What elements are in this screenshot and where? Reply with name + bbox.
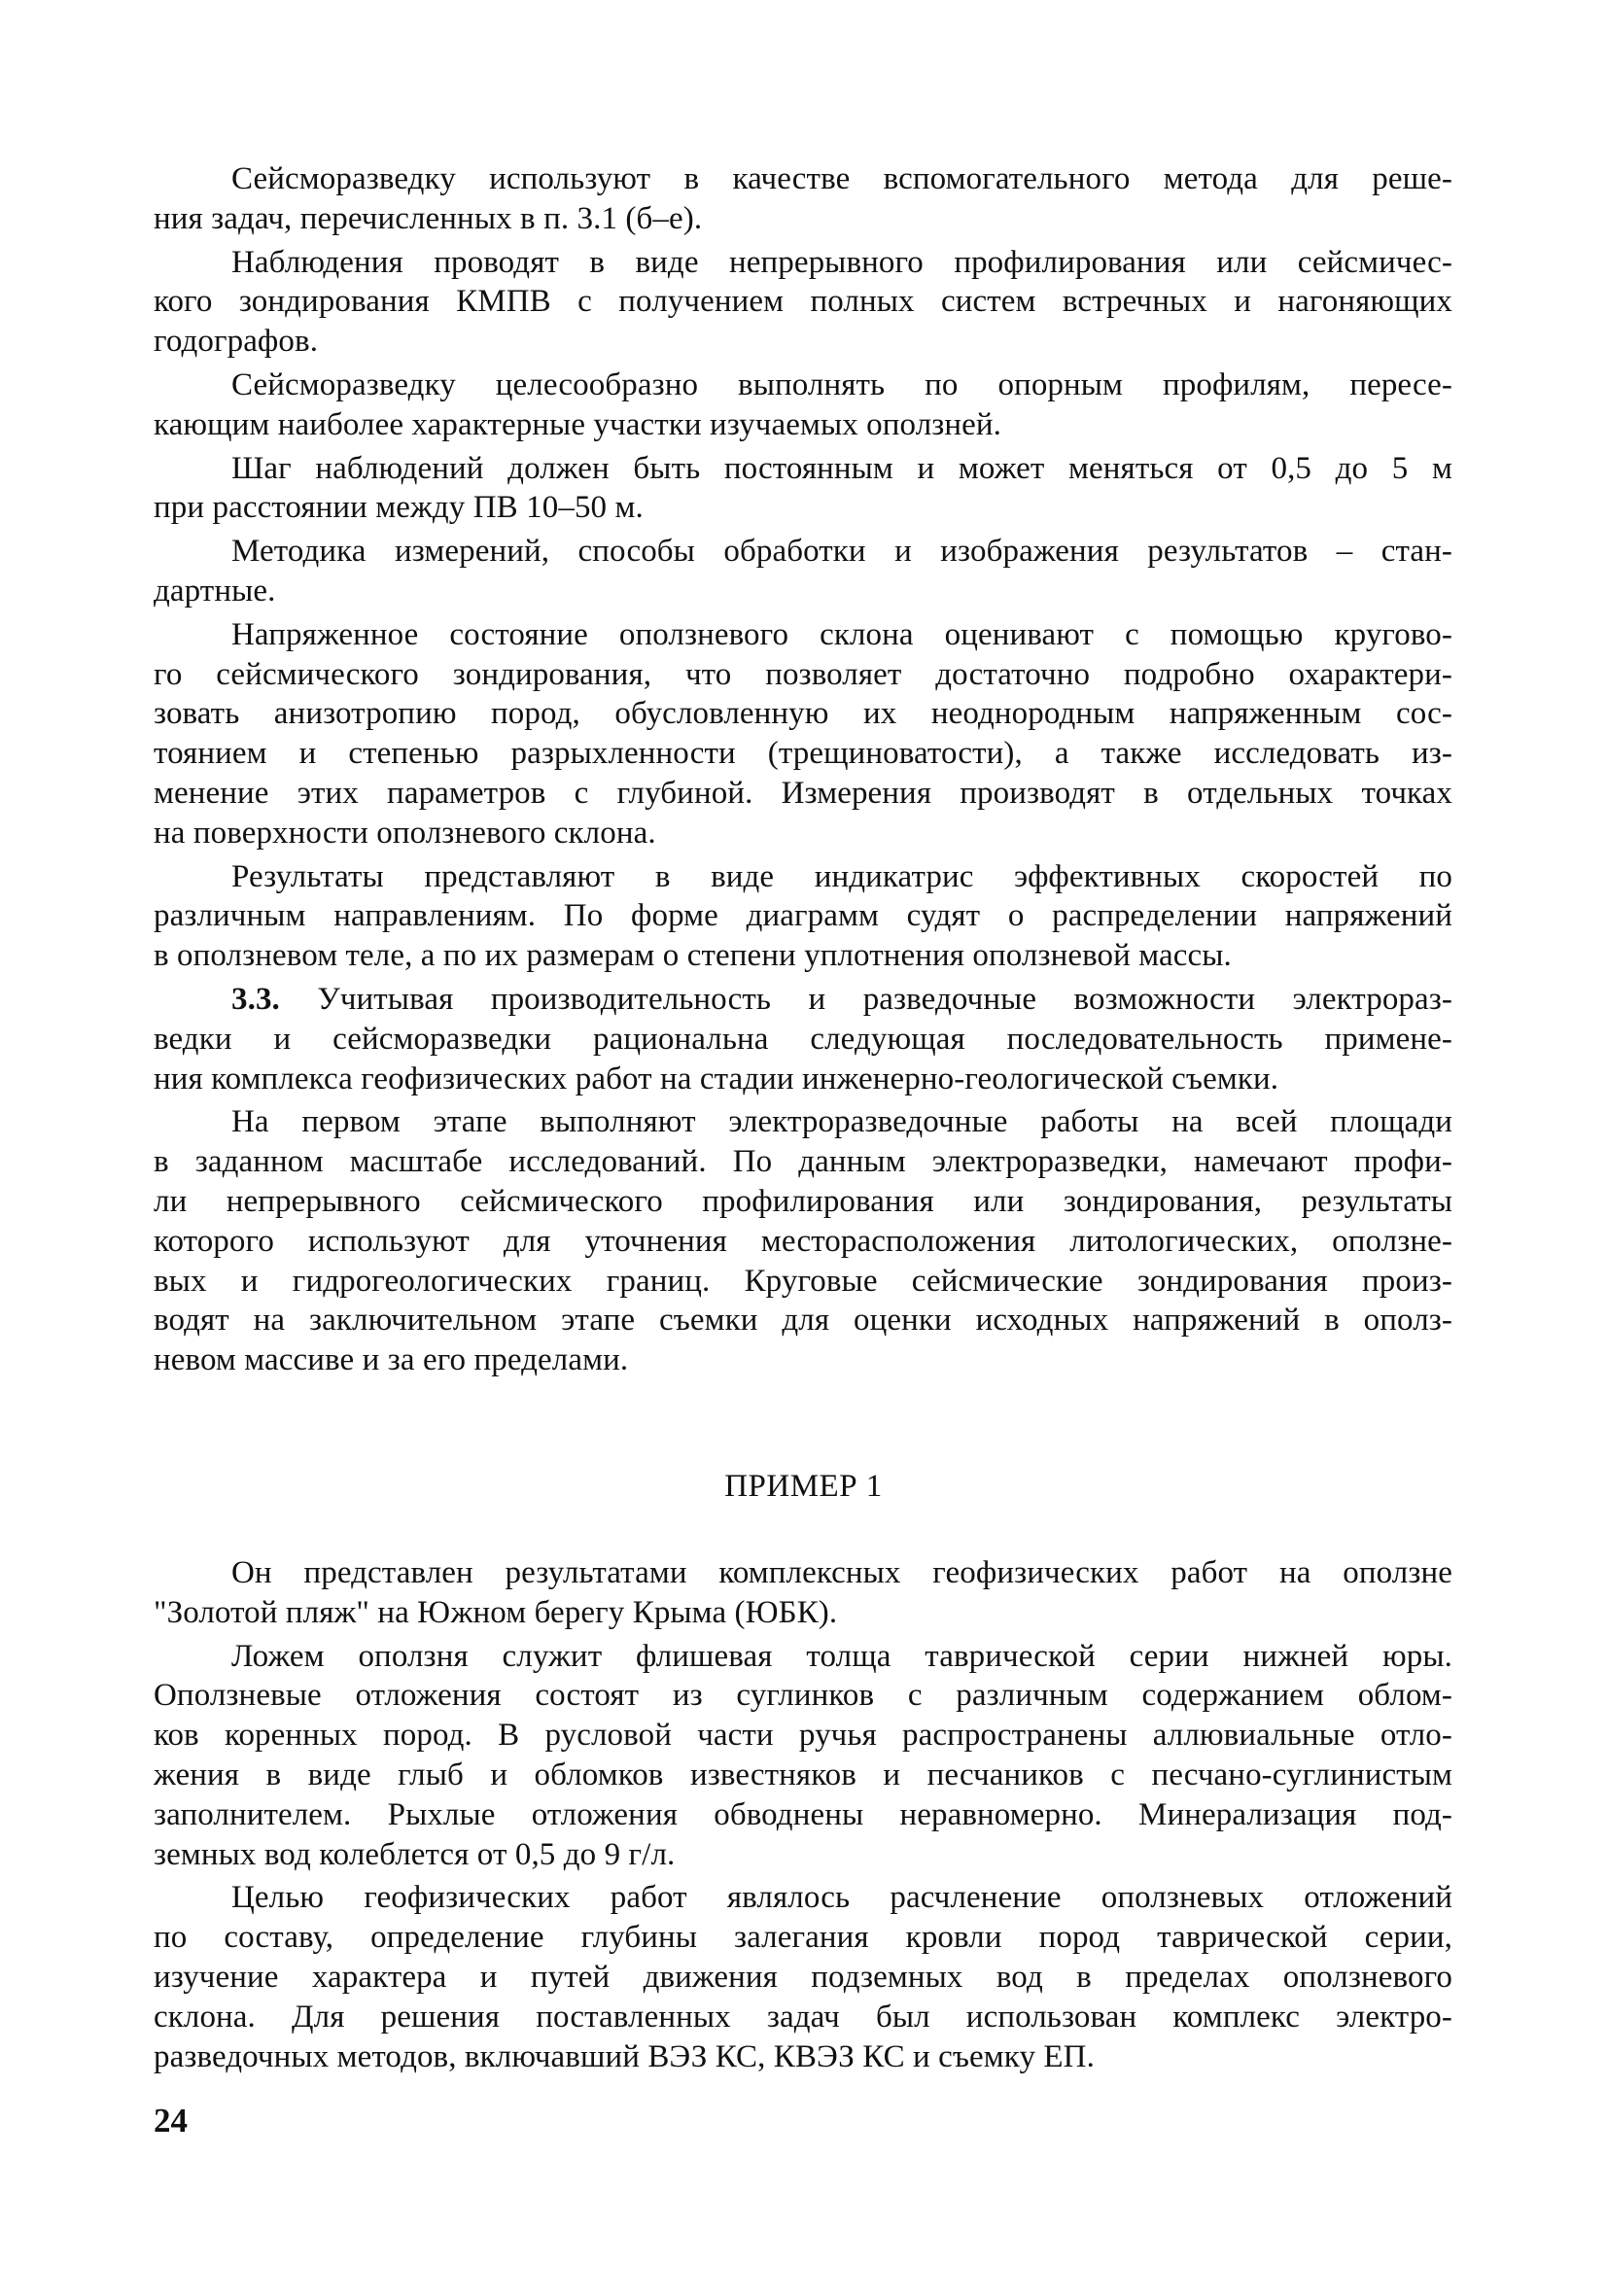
text-line: в оползневом теле, а по их размерам о степени уплотнения оползневой массы. [154,938,1232,974]
text-line: склона. Для решения поставленных задач был использован комплекс электро- [154,1999,1452,2035]
text-line: ков коренных пород. В русловой части ручья распространены аллювиальные отло- [154,1718,1452,1754]
text-line: кающим наиболее характерные участки изучаемых оползней. [154,406,1002,442]
text-line: На первом этапе выполняют электроразведочные работы на всей площади [231,1104,1452,1140]
text-line: которого используют для уточнения месторасположения литологических, оползне- [154,1223,1452,1259]
page-number: 24 [154,2102,188,2139]
text-line: при расстоянии между ПВ 10–50 м. [154,490,644,526]
text-line: Сейсморазведку целесообразно выполнять по опорным профилям, пересе- [231,366,1452,402]
text-line: ли непрерывного сейсмического профилирования или зондирования, результаты [154,1183,1452,1219]
text-line: го сейсмического зондирования, что позволяет достаточно подробно охарактери- [154,656,1452,692]
main-text-section [154,159,1452,1384]
text-line: Он представлен результатами комплексных геофизических работ на оползне [231,1555,1452,1590]
text-line-content: Учитывая производительность и разведочные возможности электрораз- [279,981,1452,1017]
text-line: Ложем оползня служит флишевая толща таврической серии нижней юры. [231,1638,1452,1674]
text-line: различным направлениям. По форме диаграмм судят о распределении напряжений [154,898,1452,934]
text-line: тоянием и степенью разрыхленности (трещиноватости), а также исследовать из- [154,736,1452,772]
paragraph [154,365,1452,445]
text-line: вых и гидрогеологических границ. Круговые сейсмические зондирования произ- [154,1263,1452,1299]
paragraph [154,532,1452,611]
text-line: дартные. [154,573,276,609]
paragraph [154,243,1452,362]
text-line: Оползневые отложения состоят из суглинков с различным содержанием облом- [154,1678,1452,1714]
text-line: Наблюдения проводят в виде непрерывного профилирования или сейсмичес- [231,244,1452,280]
paragraph [154,159,1452,239]
text-line: Методика измерений, способы обработки и изображения результатов – стан- [231,534,1452,570]
text-line: жения в виде глыб и обломков известняков и песчаников с песчано-суглинистым [154,1757,1452,1792]
paragraph [154,1553,1452,1633]
text-line: заполнителем. Рыхлые отложения обводнены неравномерно. Минерализация под- [154,1796,1452,1832]
text-line: ния задач, перечисленных в п. 3.1 (б–е). [154,200,703,236]
text-line: изучение характера и путей движения подземных вод в пределах оползневого [154,1959,1452,1995]
text-line: земных вод колеблется от 0,5 до 9 г/л. [154,1836,676,1872]
text-line: Целью геофизических работ являлось расчленение оползневых отложений [231,1880,1452,1916]
paragraph [154,857,1452,976]
text-line [154,980,1452,1020]
text-line: Сейсморазведку используют в качестве вспомогательного метода для реше- [231,161,1452,196]
text-line: Результаты представляют в виде индикатрис эффективных скоростей по [231,858,1452,894]
example-text-section [154,1553,1452,2080]
text-line: ведки и сейсморазведки рациональна следующая последовательность примене- [154,1021,1452,1057]
text-line: менение этих параметров с глубиной. Измерения производят в отдельных точках [154,775,1452,811]
text-line: по составу, определение глубины залегания кровли пород таврической серии, [154,1920,1452,1956]
paragraph [154,449,1452,529]
section-number: 3.3. [231,981,280,1017]
text-line: зовать анизотропию пород, обусловленную их неоднородным напряженным сос- [154,696,1452,732]
text-line: ния комплекса геофизических работ на стадии инженерно-геологической съемки. [154,1061,1279,1096]
text-line: Шаг наблюдений должен быть постоянным и может меняться от 0,5 до 5 м [231,450,1452,486]
text-line: на поверхности оползневого склона. [154,815,656,851]
text-line: Напряженное состояние оползневого склона оценивают с помощью кругово- [231,616,1452,652]
example-heading: ПРИМЕР 1 [724,1469,883,1504]
text-line: в заданном масштабе исследований. По данным электроразведки, намечают профи- [154,1144,1452,1180]
text-line: водят на заключительном этапе съемки для оценки исходных напряжений в ополз- [154,1303,1452,1339]
paragraph [154,615,1452,853]
text-line: невом массиве и за его пределами. [154,1342,629,1378]
paragraph [154,1878,1452,2076]
paragraph [154,1102,1452,1380]
text-line: разведочных методов, включавший ВЭЗ КС, КВЭЗ КС и съемку ЕП. [154,2038,1095,2074]
text-line: кого зондирования КМПВ с получением полных систем встречных и нагоняющих [154,284,1452,320]
paragraph [154,1637,1452,1875]
text-line: "Золотой пляж" на Южном берегу Крыма (ЮБК). [154,1594,838,1630]
paragraph [154,980,1452,1098]
text-line: годографов. [154,324,319,360]
